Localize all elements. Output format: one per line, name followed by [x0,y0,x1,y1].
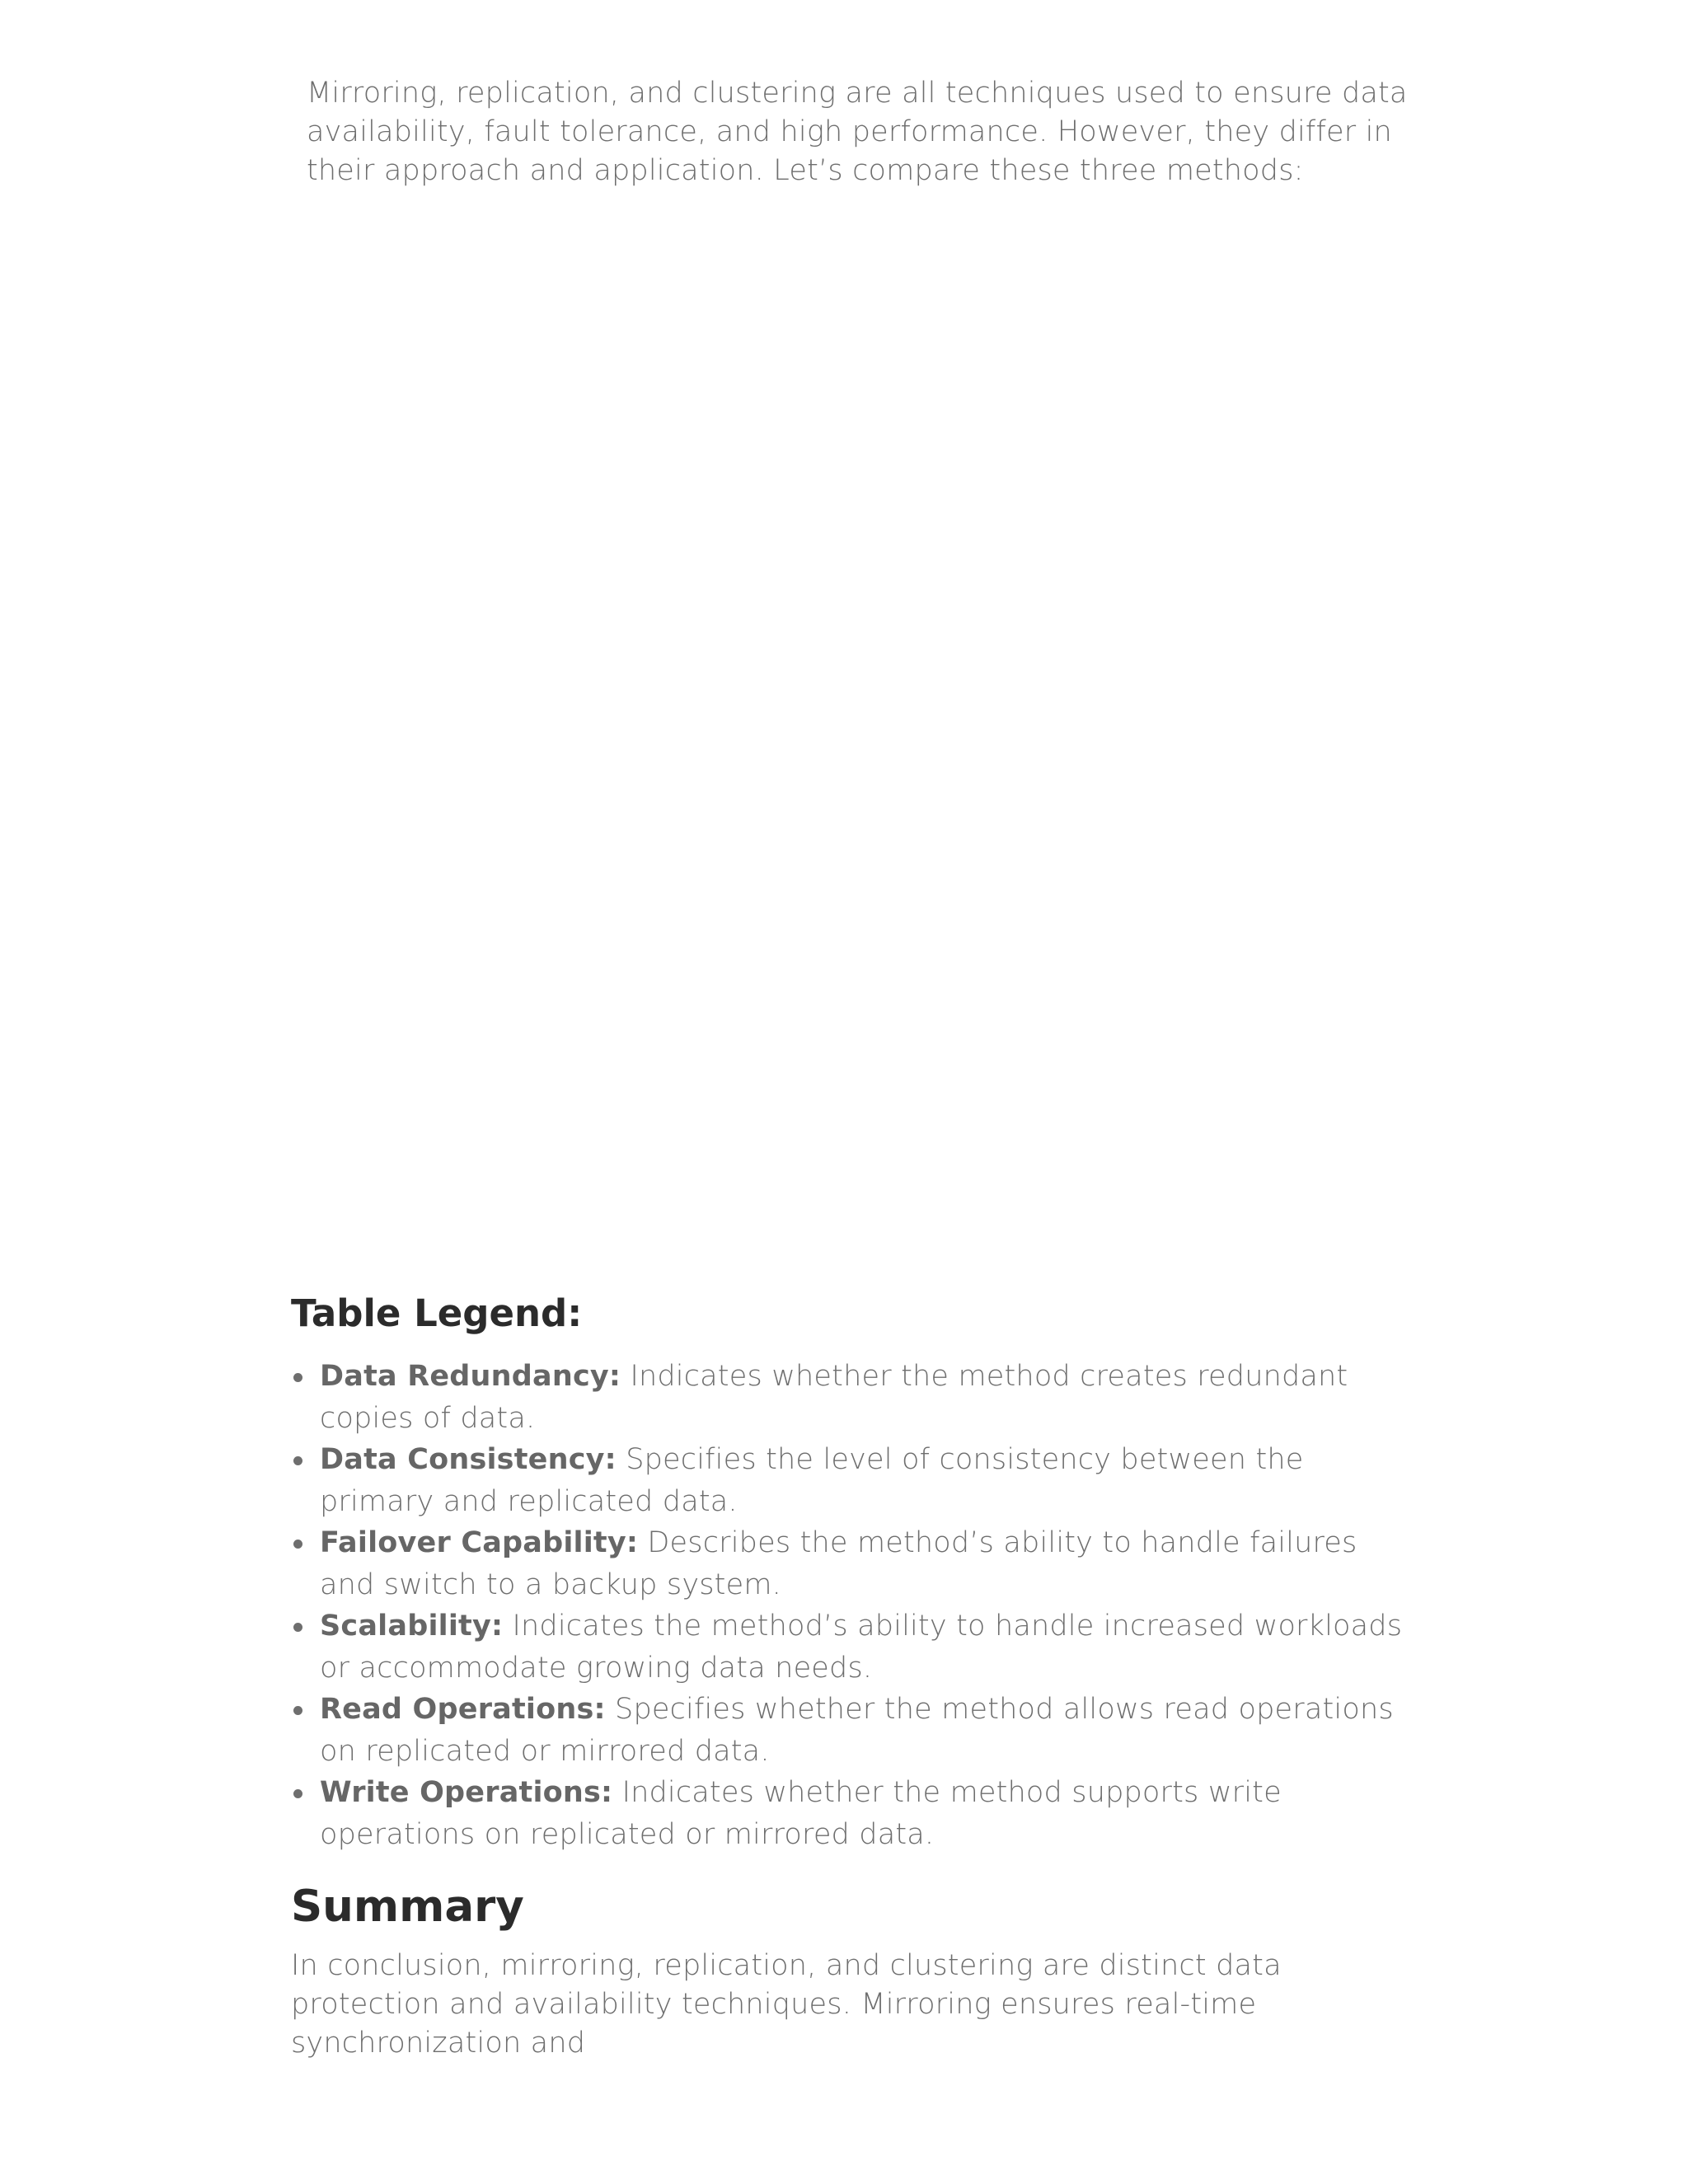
bullet-icon [293,1706,302,1715]
legend-description: Specifies whether the method allows read operations on replicated or mirrored data. [320,1693,1394,1768]
legend-description: Indicates the method’s ability to handle increased workloads or accommodate growing data needs. [320,1610,1403,1685]
legend-term: Scalability: [320,1610,504,1643]
legend-item-read-operations [291,1689,1420,1772]
summary-heading: Summary [291,1882,524,1932]
legend-description: Indicates whether the method supports write operations on replicated or mirrored data. [320,1776,1282,1851]
legend-item-scalability [291,1605,1420,1689]
bullet-icon [293,1623,302,1632]
legend-term: Data Consistency: [320,1443,617,1476]
legend-term: Failover Capability: [320,1526,639,1559]
intro-paragraph: Mirroring, replication, and clustering are all techniques used to ensure data availability, fault tolerance, and high performance. However, they differ in their approach and application. Let’s compare these three methods: [307,77,1408,187]
legend-description: Specifies the level of consistency between the primary and replicated data. [320,1443,1304,1518]
table-legend-list [291,1356,1420,1855]
legend-item-write-operations [291,1772,1420,1855]
bullet-icon [293,1373,302,1382]
table-legend-heading: Table Legend: [291,1291,583,1335]
bullet-icon [293,1789,302,1798]
legend-item-failover-capability [291,1522,1420,1605]
legend-term: Data Redundancy: [320,1360,621,1393]
bullet-icon [293,1540,302,1549]
bullet-icon [293,1456,302,1465]
legend-item-data-consistency [291,1439,1420,1522]
legend-description: Describes the method’s ability to handle failures and switch to a backup system. [320,1526,1357,1601]
summary-paragraph: In conclusion, mirroring, replication, and clustering are distinct data protection and availability techniques. Mirroring ensures real-time synchronization and [291,1949,1282,2060]
legend-description: Indicates whether the method creates redundant copies of data. [320,1360,1348,1435]
legend-item-data-redundancy [291,1356,1420,1439]
legend-term: Read Operations: [320,1693,606,1726]
legend-term: Write Operations: [320,1776,613,1809]
